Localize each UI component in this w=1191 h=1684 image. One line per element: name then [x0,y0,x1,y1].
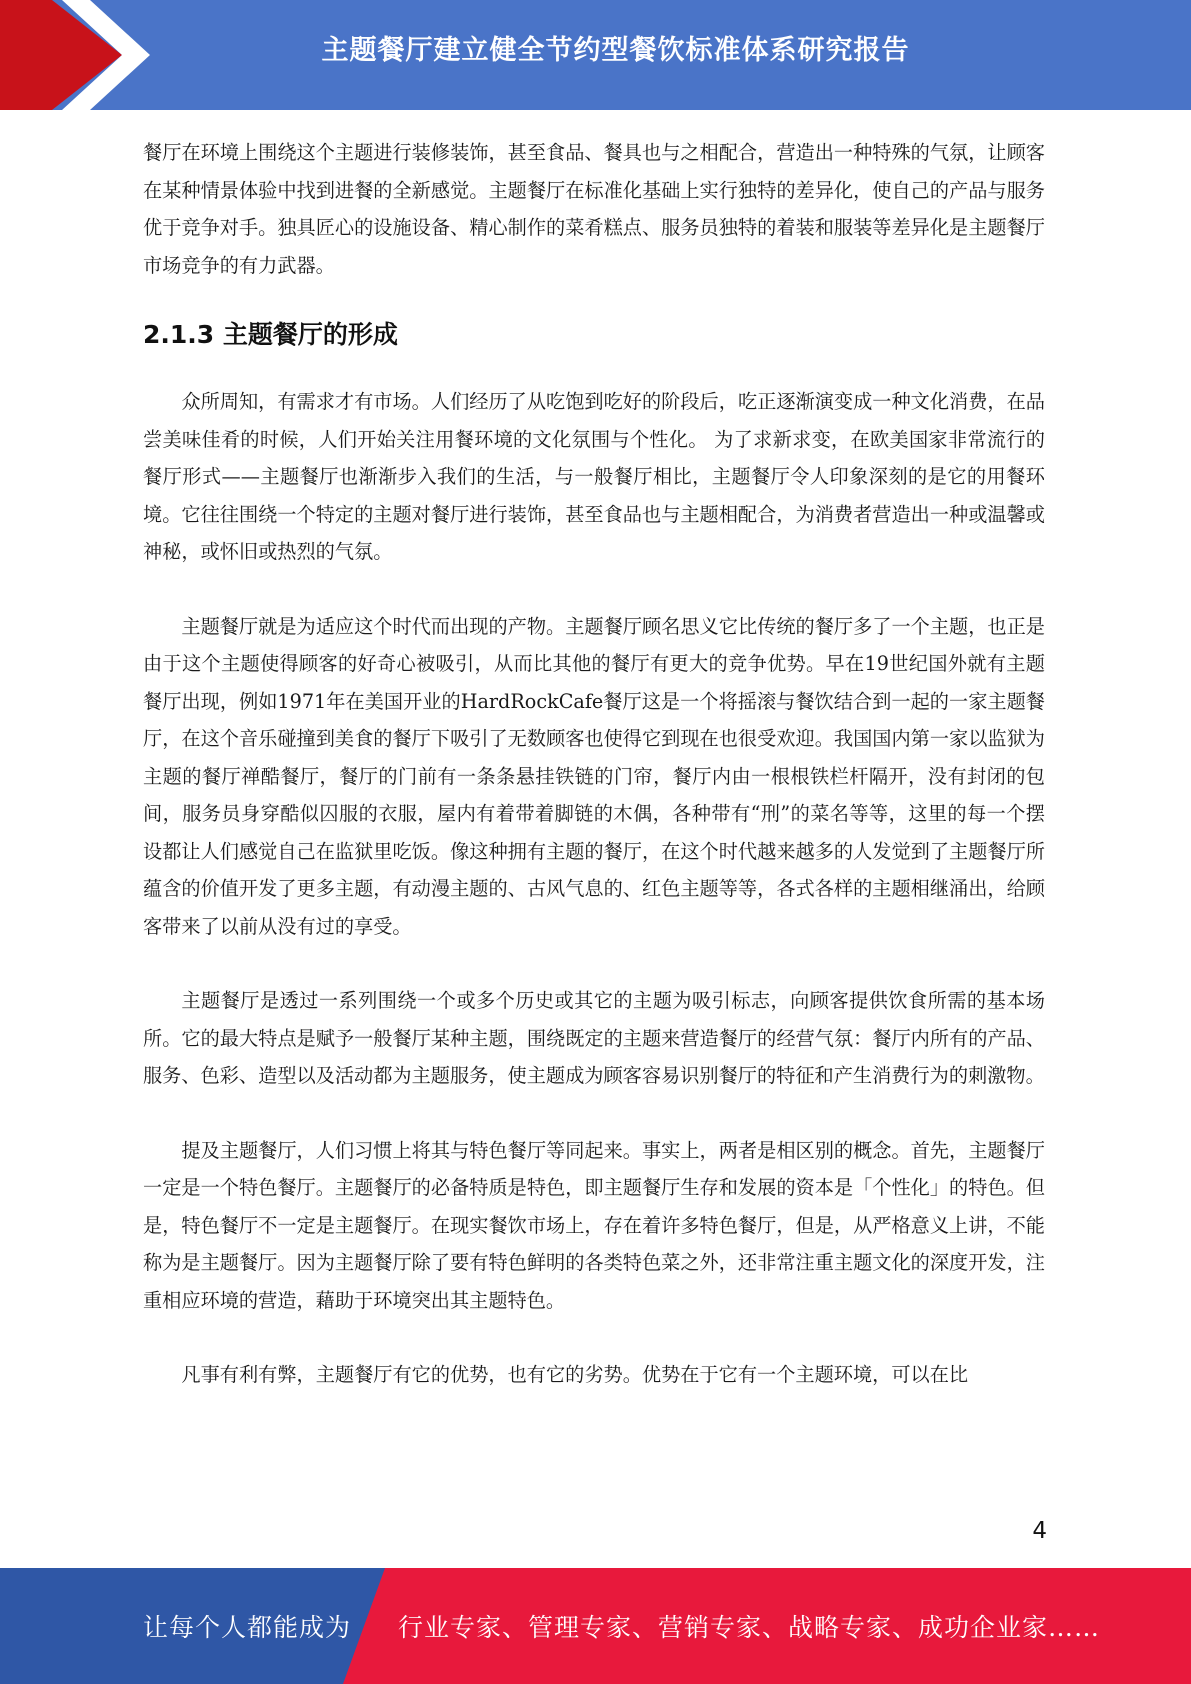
paragraph-5: 凡事有利有弊，主题餐厅有它的优势，也有它的劣势。优势在于它有一个主题环境，可以在比 [181,1363,969,1386]
section-heading: 2.1.3 主题餐厅的形成 [143,320,398,349]
paragraph-1: 众所周知，有需求才有市场。人们经历了从吃饱到吃好的阶段后，吃正逐渐演变成一种文化消费，在品尝美味佳肴的时候，人们开始关注用餐环境的文化氛围与个性化。 为了求新求变，在欧美国家非常流行的餐厅形式——主题餐厅也渐渐步入我们的生活，与一般餐厅相比，主题餐厅令人印象深刻的是它的用餐环境。它往往围绕一个特定的主题对餐厅进行装饰，甚至食品也与主题相配合，为消费者营造出一种或温馨或神秘，或怀旧或热烈的气氛。 [143,390,1045,563]
page-number: 4 [1032,1518,1047,1544]
header-title: 主题餐厅建立健全节约型餐饮标准体系研究报告 [321,35,910,66]
document-body [143,134,1045,1394]
paragraph-4: 提及主题餐厅，人们习惯上将其与特色餐厅等同起来。事实上，两者是相区别的概念。首先，主题餐厅一定是一个特色餐厅。主题餐厅的必备特质是特色，即主题餐厅生存和发展的资本是「个性化」的特色。但是，特色餐厅不一定是主题餐厅。在现实餐饮市场上，存在着许多特色餐厅，但是，从严格意义上讲，不能称为是主题餐厅。因为主题餐厅除了要有特色鲜明的各类特色菜之外，还非常注重主题文化的深度开发，注重相应环境的营造，藉助于环境突出其主题特色。 [143,1138,1045,1312]
paragraph-intro: 餐厅在环境上围绕这个主题进行装修装饰，甚至食品、餐具也与之相配合，营造出一种特殊的气氛，让顾客在某种情景体验中找到进餐的全新感觉。主题餐厅在标准化基础上实行独特的差异化，使自己的产品与服务优于竞争对手。独具匠心的设施设备、精心制作的菜肴糕点、服务员独特的着装和服装等差异化是主题餐厅市场竞争的有力武器。 [143,141,1045,277]
paragraph-3: 主题餐厅是透过一系列围绕一个或多个历史或其它的主题为吸引标志，向顾客提供饮食所需的基本场所。它的最大特点是赋予一般餐厅某种主题，围绕既定的主题来营造餐厅的经营气氛：餐厅内所有的产品、服务、色彩、造型以及活动都为主题服务，使主题成为顾客容易识别餐厅的特征和产生消费行为的刺激物。 [143,989,1045,1087]
page-footer [0,1568,1191,1684]
paragraph-2: 主题餐厅就是为适应这个时代而出现的产物。主题餐厅顾名思义它比传统的餐厅多了一个主题，也正是由于这个主题使得顾客的好奇心被吸引，从而比其他的餐厅有更大的竞争优势。早在19世纪国外就有主题餐厅出现，例如1971年在美国开业的HardRockCafe餐厅这是一个将摇滚与餐饮结合到一起的一家主题餐厅，在这个音乐碰撞到美食的餐厅下吸引了无数顾客也使得它到现在也很受欢迎。我国国内第一家以监狱为主题的餐厅禅酷餐厅，餐厅的门前有一条条悬挂铁链的门帘，餐厅内由一根根铁栏杆隔开，没有封闭的包间，服务员身穿酷似囚服的衣服，屋内有着带着脚链的木偶，各种带有“刑”的菜名等等，这里的每一个摆设都让人们感觉自己在监狱里吃饭。像这种拥有主题的餐厅，在这个时代越来越多的人发觉到了主题餐厅所蕴含的价值开发了更多主题，有动漫主题的、古风气息的、红色主题等等，各式各样的主题相继涌出，给顾客带来了以前从没有过的享受。 [143,614,1045,938]
footer-slogan-right: 行业专家、管理专家、营销专家、战略专家、成功企业家…… [398,1613,1101,1642]
page-header [0,0,1191,110]
footer-slogan-left: 让每个人都能成为 [143,1613,352,1642]
